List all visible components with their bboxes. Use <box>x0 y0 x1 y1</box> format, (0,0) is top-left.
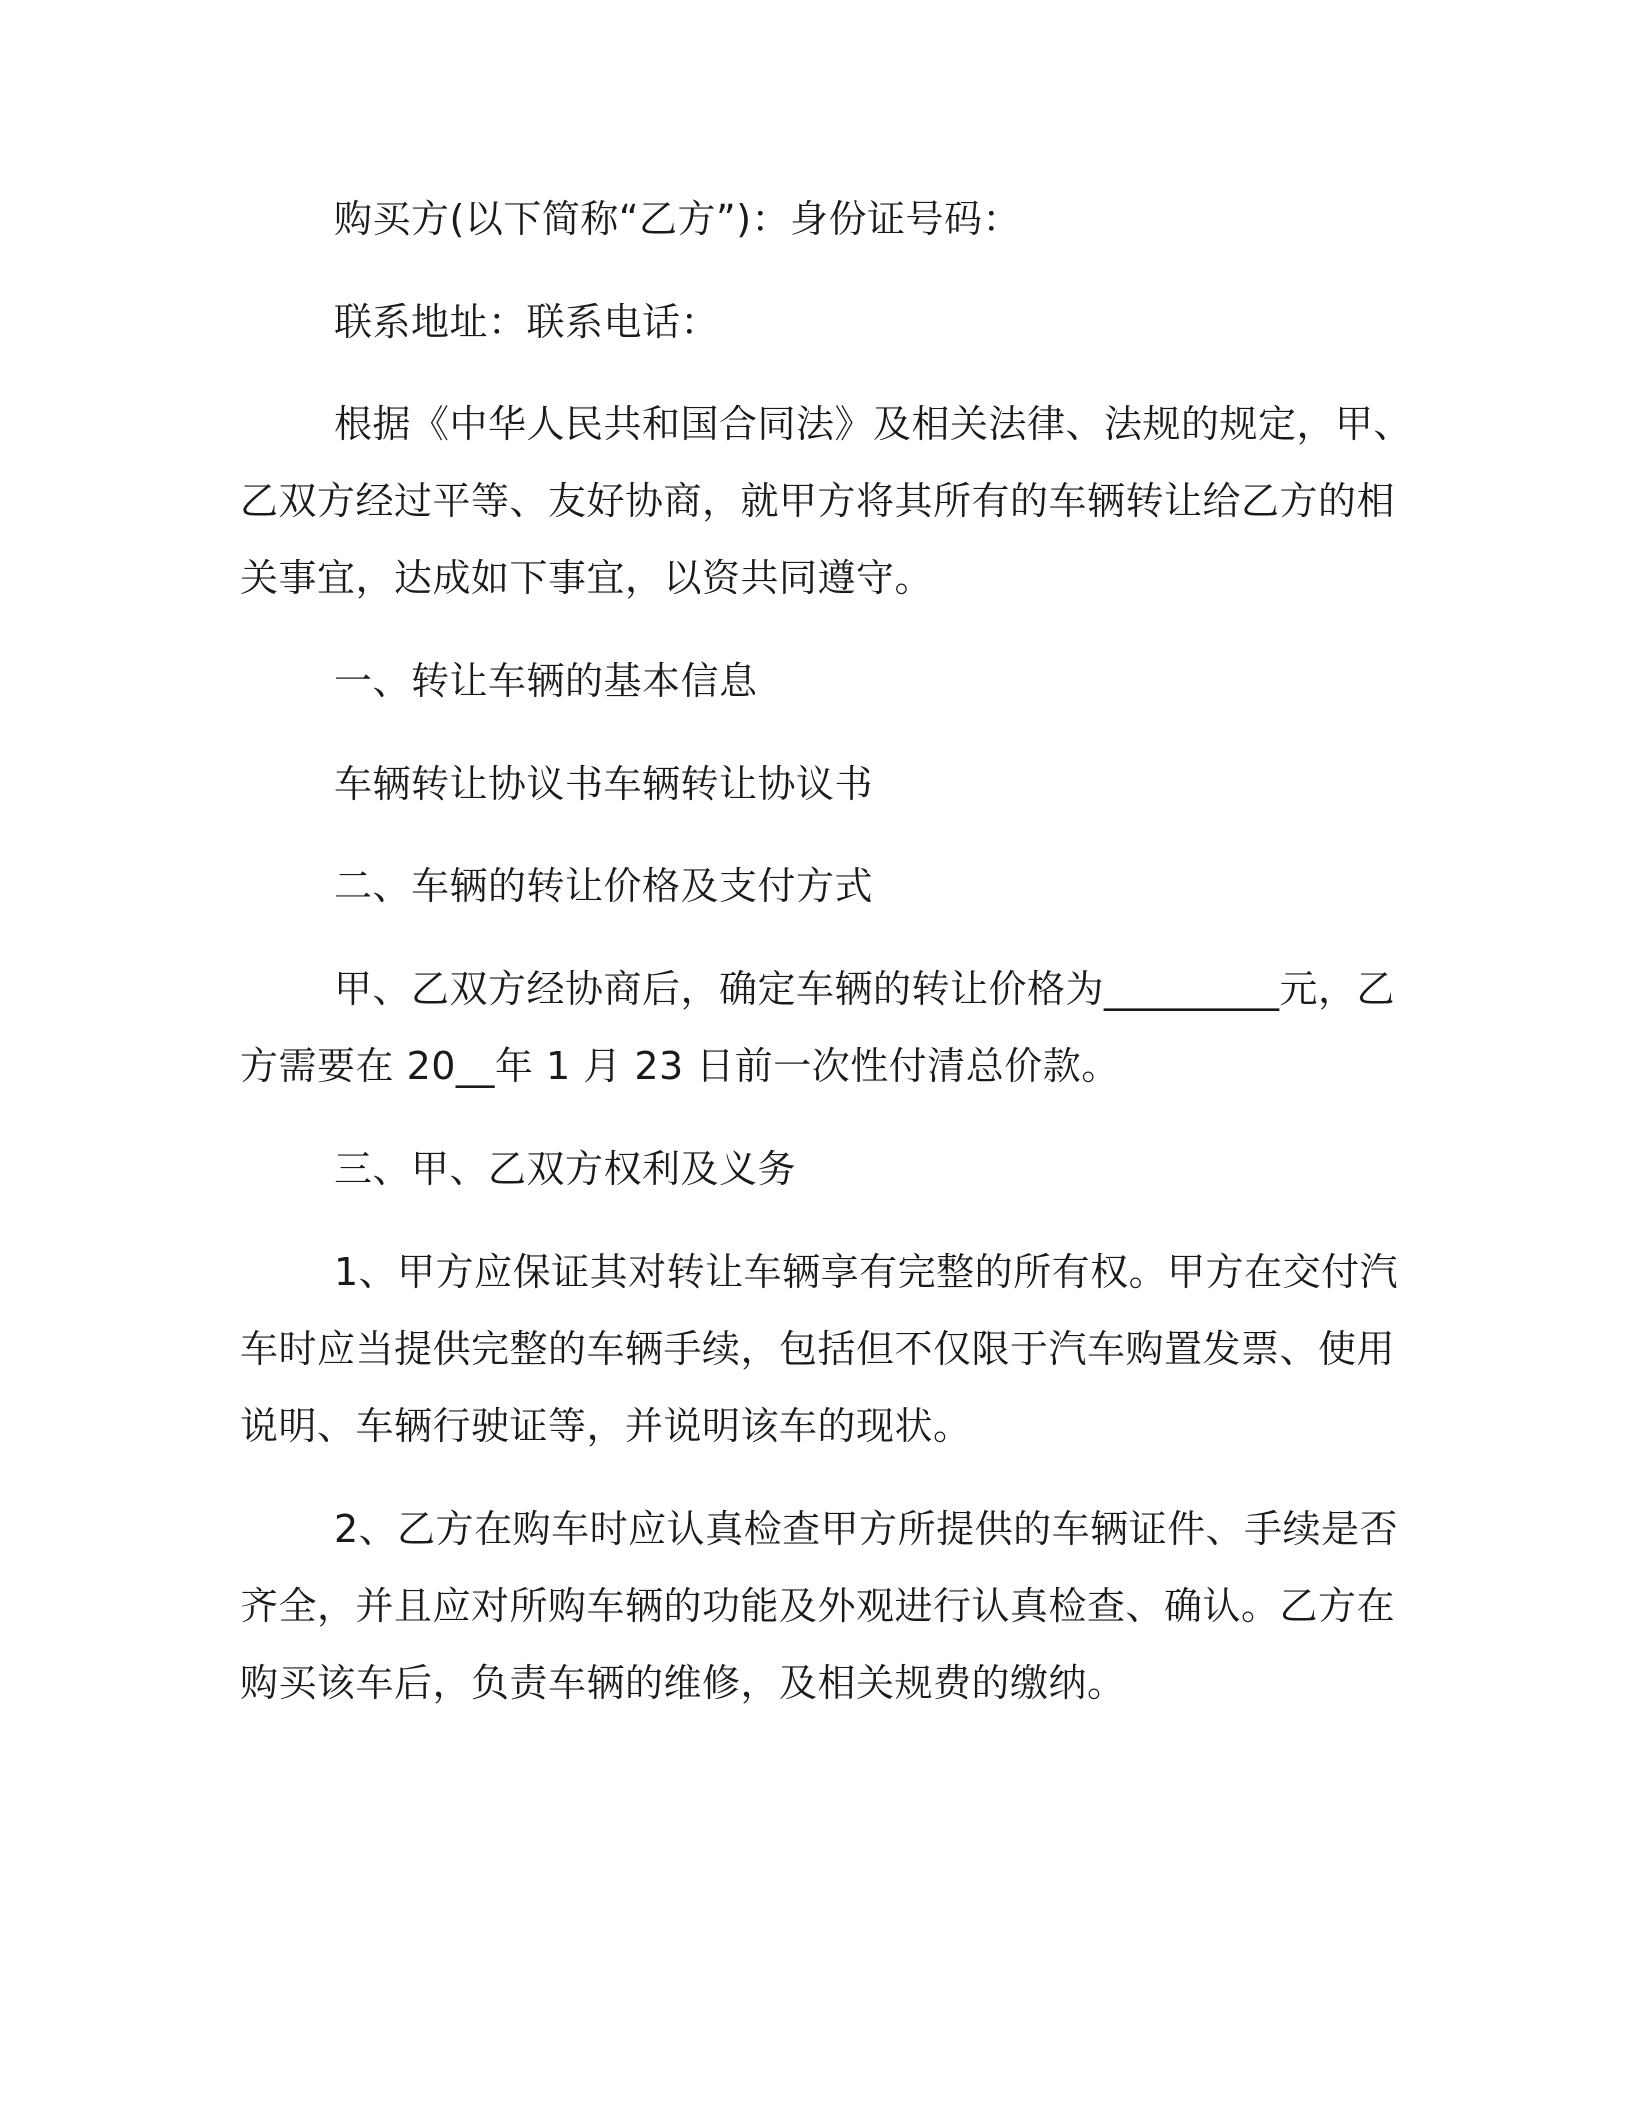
preamble-line-1: 根据《中华人民共和国合同法》及相关法律、法规的规定，甲、 <box>334 402 1413 446</box>
section-heading-3: 三、甲、乙双方权利及义务 <box>334 1147 797 1191</box>
section-heading-1: 一、转让车辆的基本信息 <box>334 659 758 703</box>
clause-2-line-3: 购买该车后，负责车辆的维修，及相关规费的缴纳。 <box>240 1661 1126 1705</box>
buyer-info-line: 购买方(以下简称“乙方”)：身份证号码： <box>334 197 1022 241</box>
clause-2-line-1: 2、乙方在购车时应认真检查甲方所提供的车辆证件、手续是否 <box>334 1507 1399 1551</box>
clause-1-line-3: 说明、车辆行驶证等，并说明该车的现状。 <box>240 1404 972 1448</box>
contact-info-line: 联系地址：联系电话： <box>334 300 720 344</box>
price-line-1: 甲、乙双方经协商后，确定车辆的转让价格为_________元，乙 <box>334 967 1396 1011</box>
price-line-2: 方需要在 20__年 1 月 23 日前一次性付清总价款。 <box>240 1044 1120 1088</box>
clause-1-line-1: 1、甲方应保证其对转让车辆享有完整的所有权。甲方在交付汽 <box>334 1250 1399 1294</box>
clause-1-line-2: 车时应当提供完整的车辆手续，包括但不仅限于汽车购置发票、使用 <box>240 1327 1396 1371</box>
preamble-line-3: 关事宜，达成如下事宜，以资共同遵守。 <box>240 556 934 600</box>
section-heading-2: 二、车辆的转让价格及支付方式 <box>334 864 874 908</box>
clause-2-line-2: 齐全，并且应对所购车辆的功能及外观进行认真检查、确认。乙方在 <box>240 1584 1396 1628</box>
preamble-line-2: 乙双方经过平等、友好协商，就甲方将其所有的车辆转让给乙方的相 <box>240 479 1396 523</box>
section-body-1: 车辆转让协议书车辆转让协议书 <box>334 762 874 806</box>
